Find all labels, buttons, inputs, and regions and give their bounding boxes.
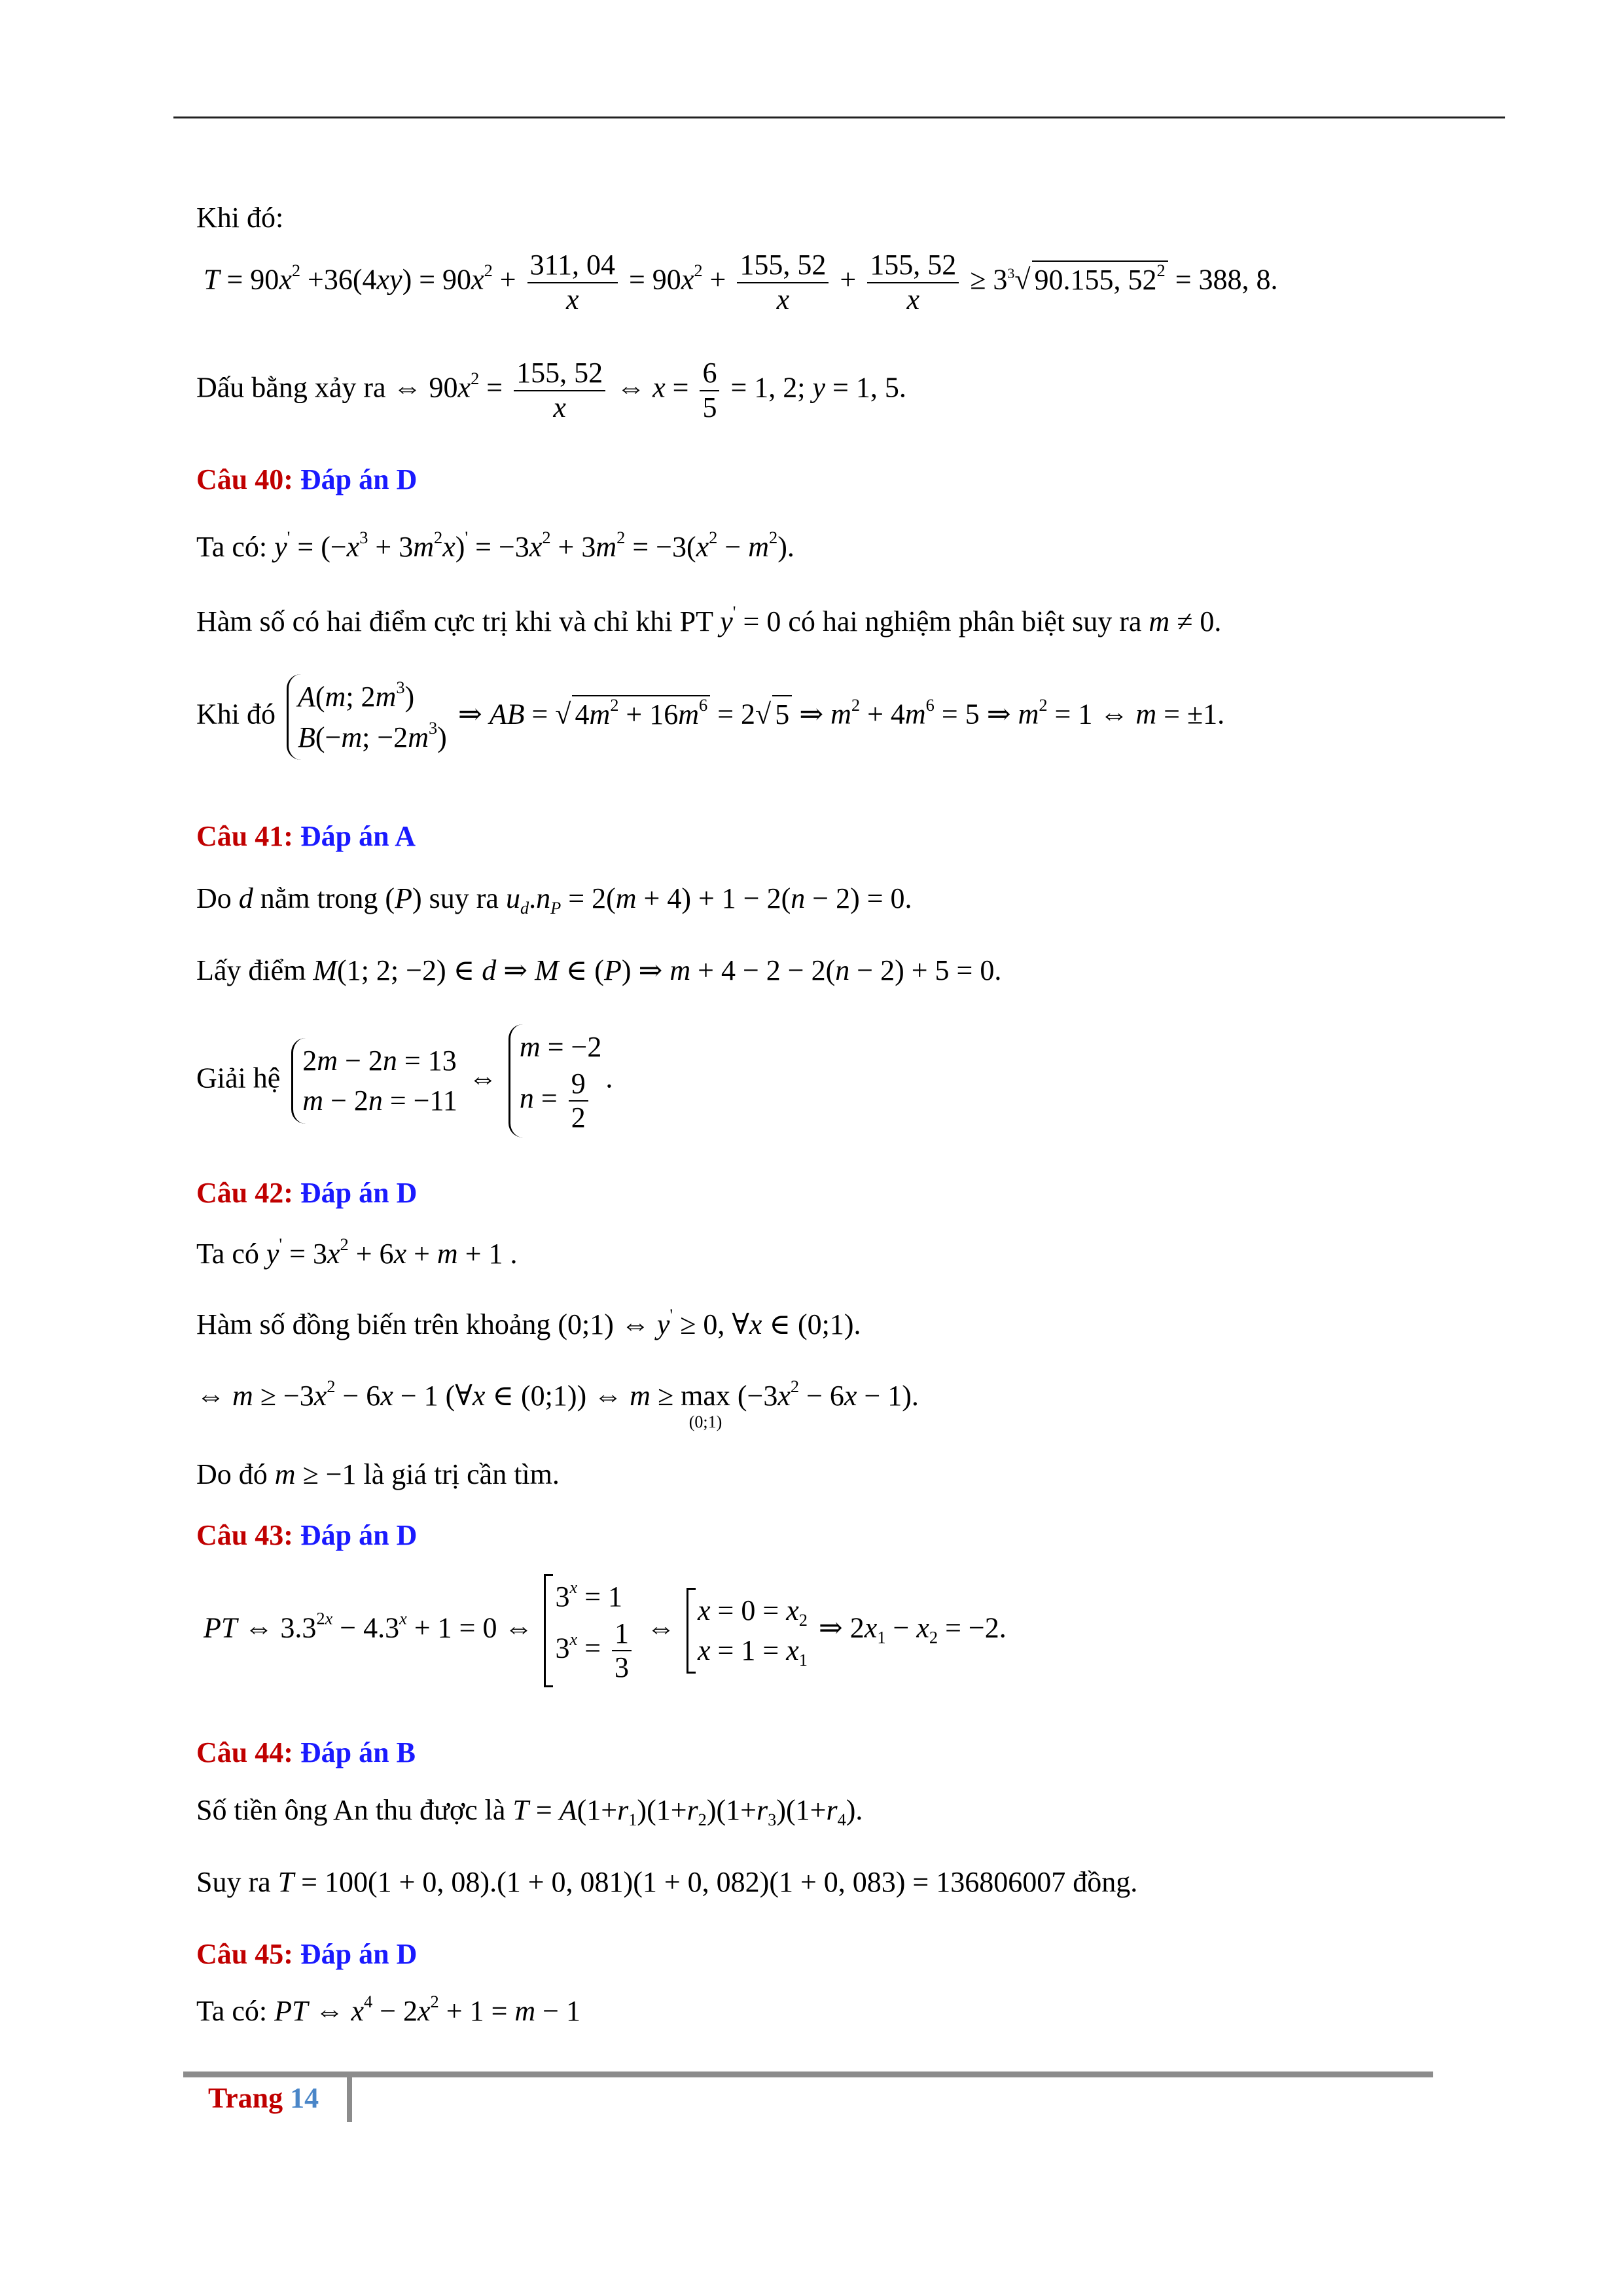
footer-divider (347, 2075, 352, 2122)
solve-system: Giải hệ 2m − 2n = 13 m − 2n = −11 ⇔ m = −2 n = $\frac{9}{2}$ . (196, 1024, 613, 1138)
exponential-equation: PT ⇔ $3.3^{2x} - 4.3^x + 1 = 0$ ⇔ $3^x = 1$ $3^x$ = $\frac{1}{3}$ ⇔ $x = 0 = x_2$ $x = 1 = x_1$ ⇒ $2x_1 - x_2 = -2$. (196, 1574, 1007, 1687)
quartic-equation: Ta có: PT ⇔ $x^4 - 2x^2 + 1 = m - 1$ (196, 1992, 580, 2027)
equation-T: $T = 90x^2 +36(4xy) = 90x^2$ + $\frac{311, 04}{x}$ = $90x^2$ + $\frac{155, 52}{x}$ + $\frac{155, 52}{x}$ ≥ $3^3√$ 90.155, $52^2 = 388$, 8. (204, 249, 1278, 315)
extremum-condition: Hàm số có hai điểm cực trị khi và chỉ khi PT y' = 0 có hai nghiệm phân biệt suy ra m ≠ 0. (196, 602, 1222, 637)
money-result: Suy ra T = 100(1 + 0, 08).(1 + 0, 081)(1 + 0, 082)(1 + 0, 083) = 136806007 đồng. (196, 1866, 1138, 1898)
equality-condition: Dấu bằng xảy ra ⇔ $90x^2$ = $\frac{155, 52}{x}$ ⇔ x = $\frac{6}{5}$ = 1, 2; y = 1, 5. (196, 357, 906, 423)
heading-cau-42: Câu 42: Đáp án D (196, 1177, 418, 1209)
max-condition: ⇔ $m \ge -3x^2 - 6x - 1$ (∀x ∈ (0;1)) ⇔ m ≥ max (0;1) $(-3x^2 - 6x - 1)$. (196, 1376, 919, 1431)
heading-cau-43: Câu 43: Đáp án D (196, 1519, 418, 1551)
header-rule (173, 117, 1505, 118)
footer-rule (183, 2072, 1433, 2077)
heading-cau-44: Câu 44: Đáp án B (196, 1736, 416, 1768)
heading-cau-40: Câu 40: Đáp án D (196, 463, 418, 495)
points-AB: Khi đó A(m; $2m^3$) B(−m; $-2m^3$) ⇒ AB = √ $4m^2 + 16m^6 = 2√$ 5 ⇒ $m^2 + 4m^6 = 5$ ⇒ $m^2 = 1$ ⇔ m = ±1. (196, 674, 1224, 760)
heading-cau-45: Câu 45: Đáp án D (196, 1938, 418, 1970)
increasing-condition: Hàm số đồng biến trên khoảng (0;1) ⇔ y' ≥ 0, ∀x ∈ (0;1). (196, 1305, 861, 1340)
money-formula: Số tiền ông An thu được là $T = A(1+r_1)(1+r_2)(1+r_3)(1+r_4)$. (196, 1794, 863, 1830)
result-42: Do đó m ≥ −1 là giá trị cần tìm. (196, 1458, 560, 1490)
derivative-line: Ta có: $y' = (-x^3 + 3m^2x)' = -3x^2 + 3m^2 = -3(x^2 - m^2)$. (196, 528, 794, 563)
heading-cau-41: Câu 41: Đáp án A (196, 820, 416, 852)
derivative-42: Ta có $y' = 3x^2 + 6x + m + 1$ . (196, 1234, 518, 1270)
plane-condition: Do d nằm trong (P) suy ra $u_d.n_P = 2(m + 4) + 1 - 2(n - 2) = 0$. (196, 882, 912, 918)
page-number: Trang 14 (208, 2082, 319, 2114)
text-line: Khi đó: (196, 202, 284, 234)
point-M: Lấy điểm M(1; 2; −2) ∈ d ⇒ M ∈ (P) ⇒ m + 4 − 2 − 2(n − 2) + 5 = 0. (196, 954, 1002, 986)
